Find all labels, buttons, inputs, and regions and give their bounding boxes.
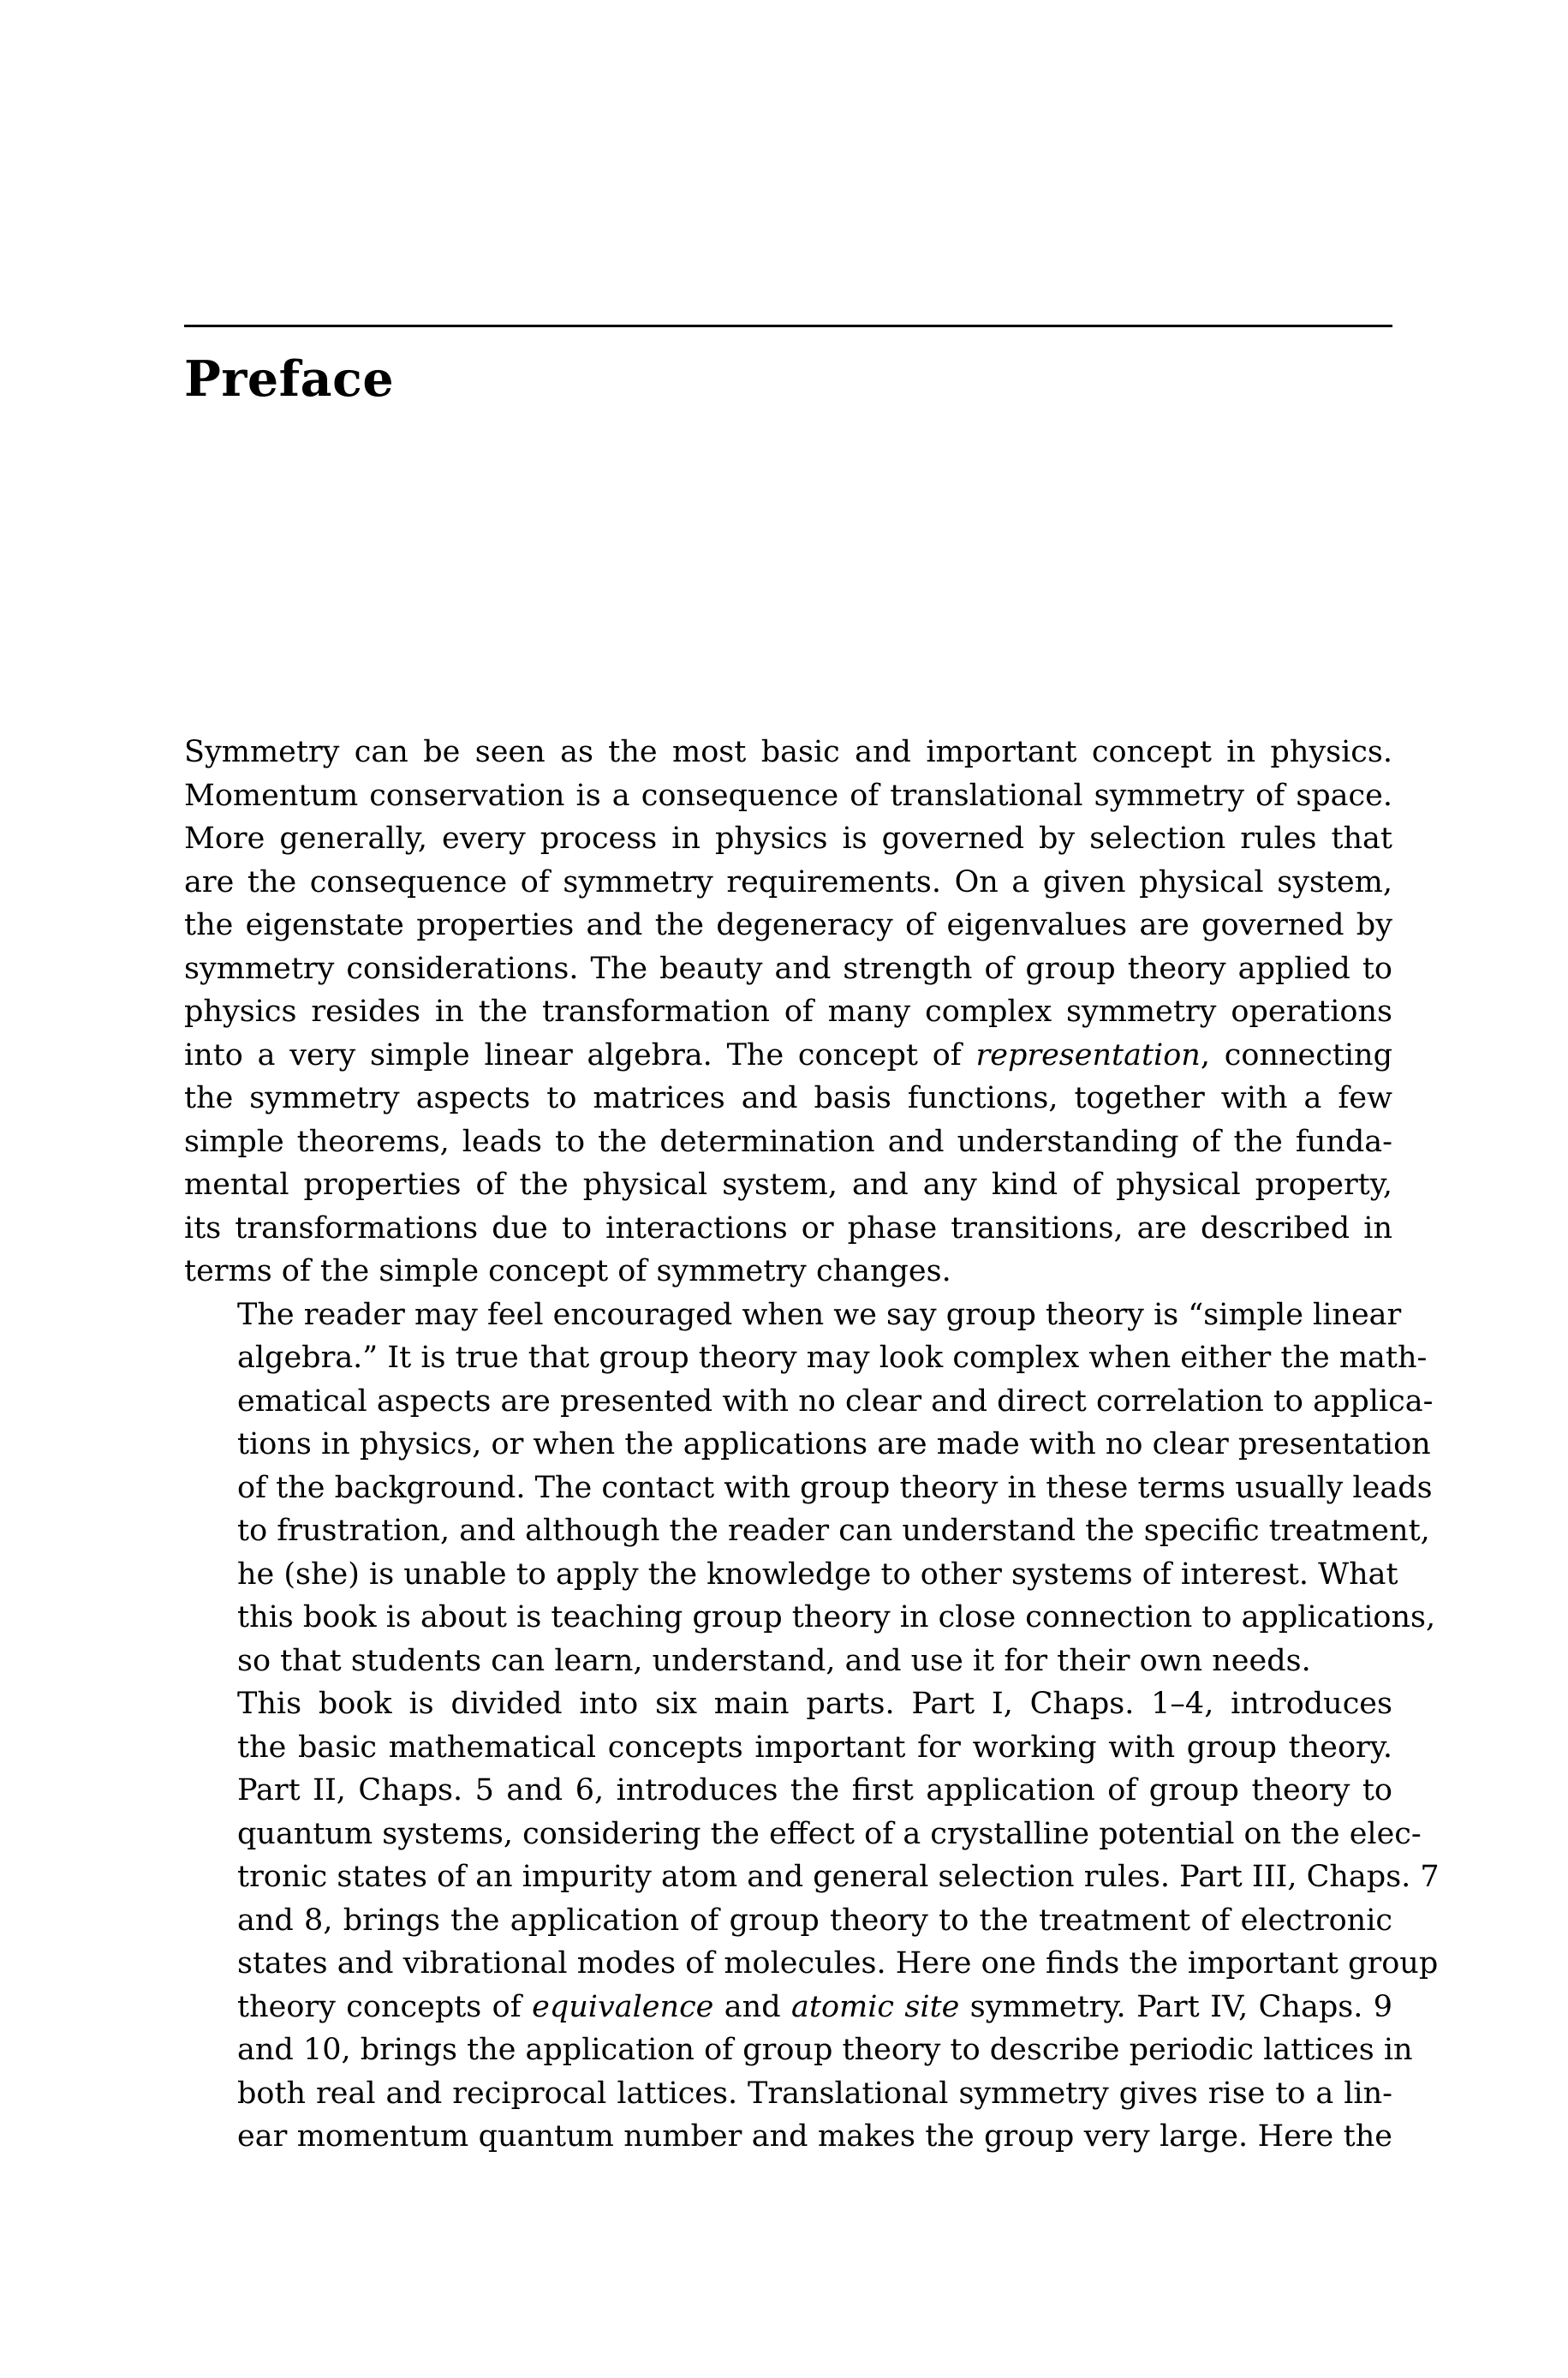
text-line: tions in physics, or when the applications are made with no clear presentation [237, 1427, 1431, 1461]
text-line: physics resides in the transformation of many complex symmetry operations [184, 995, 1392, 1029]
paragraph-2 [184, 1294, 1436, 1683]
text-line: are the consequence of symmetry requirements. On a given physical system, [184, 864, 1392, 899]
preface-body [184, 731, 1440, 2159]
text-line: terms of the simple concept of symmetry changes. [184, 1254, 951, 1288]
paragraph-1 [184, 731, 1392, 1294]
text-line: so that students can learn, understand, and use it for their own needs. [237, 1643, 1311, 1678]
emphasis-equivalence: equivalence [532, 1989, 714, 2024]
text-line: the basic mathematical concepts important for working with group theory. [237, 1730, 1392, 1765]
text-line: theory concepts of equivalence and atomic site symmetry. Part IV, Chaps. 9 [237, 1989, 1392, 2024]
text-line: quantum systems, considering the effect of a crystalline potential on the elec- [237, 1816, 1422, 1851]
text-line: symmetry considerations. The beauty and strength of group theory applied to [184, 951, 1392, 986]
text-line: Symmetry can be seen as the most basic and important concept in physics. [184, 735, 1392, 769]
text-line: this book is about is teaching group theory in close connection to applications, [237, 1600, 1436, 1634]
text-line: Momentum conservation is a consequence of translational symmetry of space. [184, 778, 1392, 813]
text-line: its transformations due to interactions or phase transitions, are described in [184, 1210, 1392, 1246]
text-line: ear momentum quantum number and makes the group very large. Here the [237, 2119, 1392, 2154]
emphasis-atomic-site: atomic site [791, 1989, 960, 2024]
text-line: into a very simple linear algebra. The concept of representation, connecting [184, 1037, 1393, 1072]
text-line: both real and reciprocal lattices. Translational symmetry gives rise to a lin- [237, 2076, 1392, 2111]
top-rule [184, 325, 1392, 327]
emphasis-representation: representation [975, 1037, 1201, 1072]
paragraph-3 [184, 1682, 1440, 2159]
text-line: the eigenstate properties and the degeneracy of eigenvalues are governed by [184, 908, 1392, 942]
text-line: Part II, Chaps. 5 and 6, introduces the first application of group theory to [237, 1773, 1392, 1807]
text-line: tronic states of an impurity atom and general selection rules. Part III, Chaps. 7 [237, 1860, 1440, 1894]
text-line: algebra.” It is true that group theory may look complex when either the math- [237, 1341, 1428, 1375]
text-line: mental properties of the physical system, and any kind of physical property, [184, 1168, 1392, 1202]
text-line: simple theorems, leads to the determination and understanding of the funda- [184, 1124, 1392, 1159]
page-title: Preface [184, 350, 395, 408]
text-line: ematical aspects are presented with no clear and direct correlation to applica- [237, 1383, 1434, 1419]
text-line: to frustration, and although the reader can understand the specific treatment, [237, 1514, 1430, 1548]
text-line: and 10, brings the application of group theory to describe periodic lattices in [237, 2033, 1413, 2067]
text-line: he (she) is unable to apply the knowledge to other systems of interest. What [237, 1556, 1398, 1592]
text-line: the symmetry aspects to matrices and basis functions, together with a few [184, 1081, 1392, 1115]
text-line: More generally, every process in physics is governed by selection rules that [184, 822, 1392, 856]
text-line: and 8, brings the application of group theory to the treatment of electronic [237, 1903, 1392, 1938]
text-line: states and vibrational modes of molecules. Here one finds the important group [237, 1946, 1439, 1981]
text-line: The reader may feel encouraged when we say group theory is “simple linear [237, 1297, 1402, 1332]
text-line: This book is divided into six main parts. Part I, Chaps. 1–4, introduces [237, 1687, 1392, 1721]
text-line: of the background. The contact with group theory in these terms usually leads [237, 1470, 1433, 1505]
